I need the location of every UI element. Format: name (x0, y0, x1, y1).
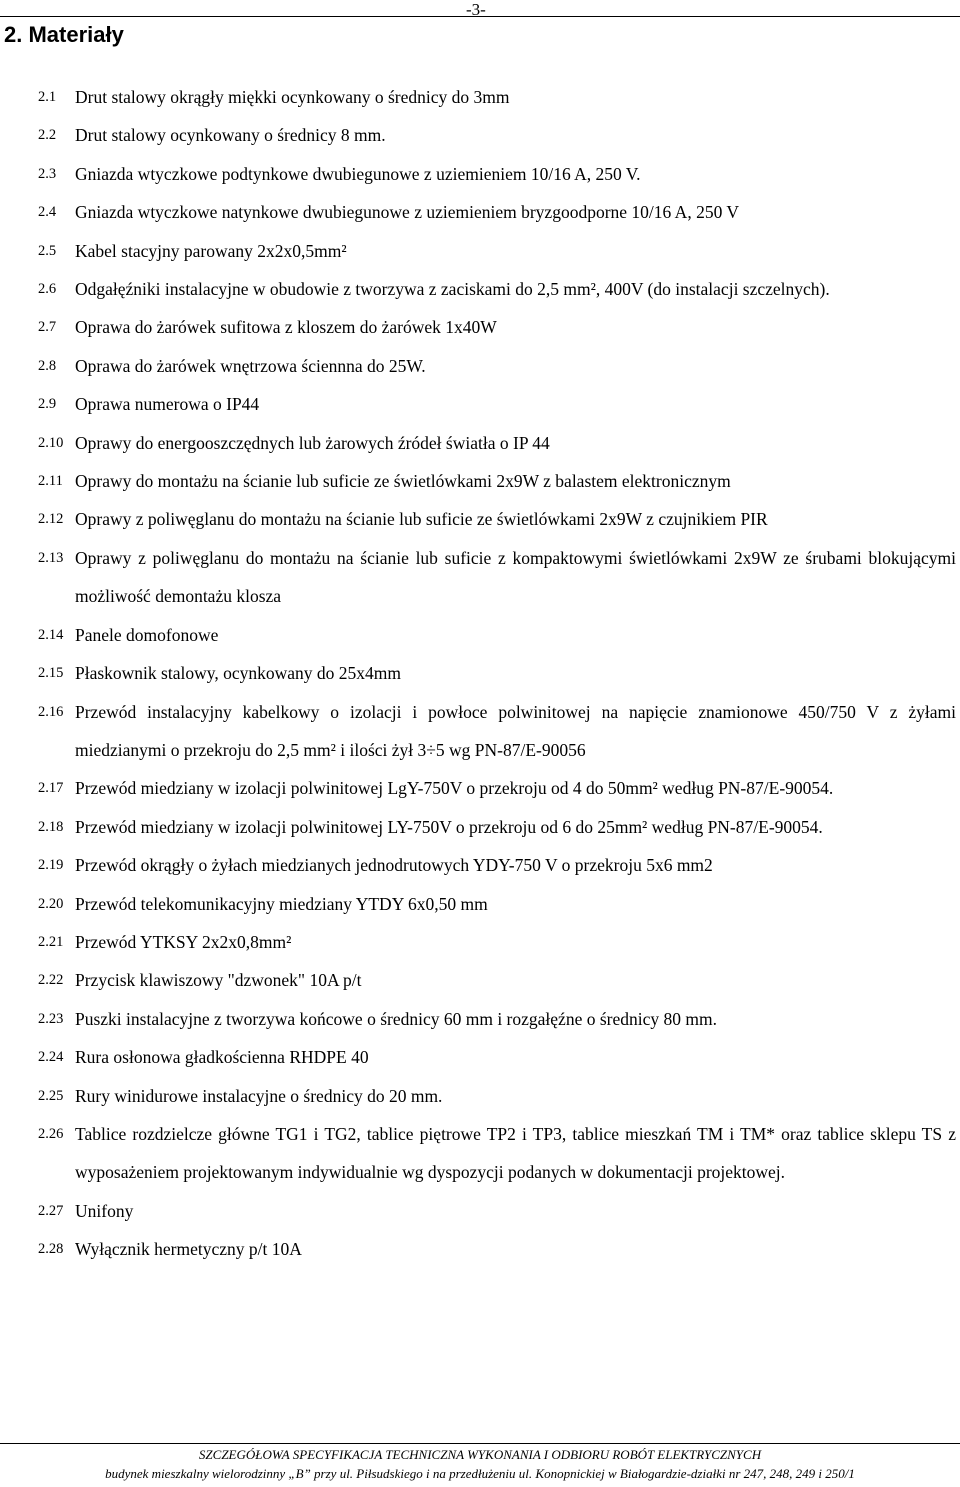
item-number: 2.8 (38, 357, 57, 374)
list-item (0, 885, 960, 923)
item-number: 2.26 (38, 1125, 64, 1142)
list-item (0, 385, 960, 423)
item-number: 2.1 (38, 89, 57, 105)
list-item (0, 1077, 960, 1115)
footer-address: budynek mieszkalny wielorodzinny „B” przy ul. Piłsudskiego i na przedłużeniu ul. Konopnickiej w Białogardzie-działki nr 247, 248, 249 i 250/1 (105, 1466, 855, 1481)
footer-rule (0, 1443, 960, 1444)
list-item (0, 1230, 960, 1268)
top-rule (0, 16, 960, 17)
item-number: 2.24 (38, 1049, 64, 1066)
item-text: Puszki instalacyjne z tworzywa końcowe o średnicy 60 mm i rozgałęźne o średnicy 80 mm. (75, 1008, 717, 1029)
list-item (0, 961, 960, 999)
footer-title: SZCZEGÓŁOWA SPECYFIKACJA TECHNICZNA WYKONANIA I ODBIORU ROBÓT ELEKTRYCZNYCH (198, 1447, 762, 1462)
item-number: 2.7 (38, 319, 57, 336)
list-item (0, 193, 960, 231)
item-text: Oprawa do żarówek wnętrzowa ściennna do 25W. (75, 355, 426, 376)
item-number: 2.12 (38, 511, 64, 528)
item-number: 2.5 (38, 242, 57, 259)
materials-list (0, 78, 960, 1269)
item-number: 2.4 (38, 204, 57, 221)
item-text: Rury winidurowe instalacyjne o średnicy do 20 mm. (75, 1085, 443, 1106)
item-number: 2.18 (38, 818, 64, 835)
item-number: 2.10 (38, 434, 64, 451)
item-text: Oprawy do energooszczędnych lub żarowych źródeł światła o IP 44 (75, 432, 550, 453)
item-number: 2.19 (38, 857, 64, 874)
item-number: 2.21 (38, 933, 64, 950)
page-number: -3- (466, 0, 486, 19)
item-number: 2.25 (38, 1087, 64, 1104)
list-item (0, 500, 960, 538)
list-item (0, 1038, 960, 1076)
item-number: 2.11 (38, 473, 63, 490)
item-number: 2.6 (38, 281, 57, 298)
item-text: Przewód telekomunikacyjny miedziany YTDY 6x0,50 mm (75, 893, 488, 914)
list-item (0, 308, 960, 346)
list-item (0, 808, 960, 846)
item-number: 2.9 (38, 396, 57, 413)
item-number: 2.2 (38, 127, 57, 144)
item-text: Unifony (75, 1200, 134, 1221)
item-text: Odgałęźniki instalacyjne w obudowie z tworzywa z zaciskami do 2,5 mm², 400V (do instalacji szczelnych). (75, 279, 830, 300)
item-text: Rura osłonowa gładkościenna RHDPE 40 (75, 1047, 369, 1068)
item-number: 2.3 (38, 165, 57, 182)
list-item (0, 1192, 960, 1230)
item-text: Przewód instalacyjny kabelkowy o izolacji i powłoce polwinitowej na napięcie znamionowe 450/750 V z żyłami miedzianymi o przekroju do 2,5 mm² i ilości żył 3÷5 wg PN-87/E-90056 (75, 701, 956, 760)
section-title: 2. Materiały (4, 22, 124, 47)
item-text: Oprawy z poliwęglanu do montażu na ścianie lub suficie ze świetlówkami 2x9W z czujnikiem PIR (75, 509, 768, 530)
item-text: Oprawy z poliwęglanu do montażu na ścianie lub suficie z kompaktowymi świetlówkami 2x9W ze śrubami blokującymi możliwość demontażu klosza (75, 547, 956, 607)
item-text: Płaskownik stalowy, ocynkowany do 25x4mm (75, 663, 401, 684)
list-item (0, 654, 960, 692)
item-number: 2.17 (38, 780, 64, 797)
item-text: Przewód miedziany w izolacji polwinitowej LY-750V o przekroju od 6 do 25mm² według PN-87/E-90054. (75, 816, 823, 837)
item-number: 2.27 (38, 1202, 64, 1219)
item-text: Drut stalowy ocynkowany o średnicy 8 mm. (75, 125, 386, 146)
item-text: Przewód miedziany w izolacji polwinitowej LgY-750V o przekroju od 4 do 50mm² według PN-87/E-90054. (75, 778, 834, 799)
item-number: 2.23 (38, 1010, 64, 1027)
item-number: 2.16 (38, 703, 64, 720)
item-text: Oprawa do żarówek sufitowa z kloszem do żarówek 1x40W (75, 317, 497, 338)
list-item (0, 769, 960, 807)
item-text: Panele domofonowe (75, 624, 219, 645)
item-text: Kabel stacyjny parowany 2x2x0,5mm² (75, 240, 347, 261)
item-text: Przycisk klawiszowy "dzwonek" 10A p/t (75, 970, 362, 991)
list-item (0, 846, 960, 884)
list-item (0, 155, 960, 193)
item-text: Oprawa numerowa o IP44 (75, 394, 260, 415)
list-item (0, 616, 960, 654)
item-number: 2.28 (38, 1241, 64, 1258)
item-number: 2.13 (38, 549, 64, 566)
item-text: Gniazda wtyczkowe natynkowe dwubiegunowe z uziemieniem bryzgoodporne 10/16 A, 250 V (75, 202, 740, 223)
list-item (0, 232, 960, 270)
item-text: Tablice rozdzielcze główne TG1 i TG2, tablice piętrowe TP2 i TP3, tablice mieszkań TM i TM* oraz tablice sklepu TS z wyposażeniem projektowanym indywidualnie wg dyspozycji podanych w dokumentacji projektowej. (75, 1123, 956, 1183)
item-text: Oprawy do montażu na ścianie lub suficie ze świetlówkami 2x9W z balastem elektronicznym (75, 471, 731, 492)
list-item (0, 347, 960, 385)
item-text: Gniazda wtyczkowe podtynkowe dwubiegunowe z uziemieniem 10/16 A, 250 V. (75, 163, 641, 184)
list-item (0, 424, 960, 462)
item-text: Przewód okrągły o żyłach miedzianych jednodrutowych YDY-750 V o przekroju 5x6 mm2 (75, 855, 713, 876)
list-item (0, 693, 960, 770)
list-item (0, 1115, 960, 1192)
item-number: 2.14 (38, 626, 64, 643)
list-item (0, 923, 960, 961)
list-item (0, 1000, 960, 1038)
item-text: Przewód YTKSY 2x2x0,8mm² (75, 931, 292, 952)
item-number: 2.22 (38, 972, 64, 989)
list-item (0, 116, 960, 154)
list-item (0, 78, 960, 116)
item-number: 2.15 (38, 665, 64, 682)
item-number: 2.20 (38, 895, 64, 912)
list-item (0, 462, 960, 500)
list-item (0, 270, 960, 308)
item-text: Wyłącznik hermetyczny p/t 10A (75, 1239, 302, 1260)
item-text: Drut stalowy okrągły miękki ocynkowany o średnicy do 3mm (75, 87, 510, 107)
list-item (0, 539, 960, 616)
